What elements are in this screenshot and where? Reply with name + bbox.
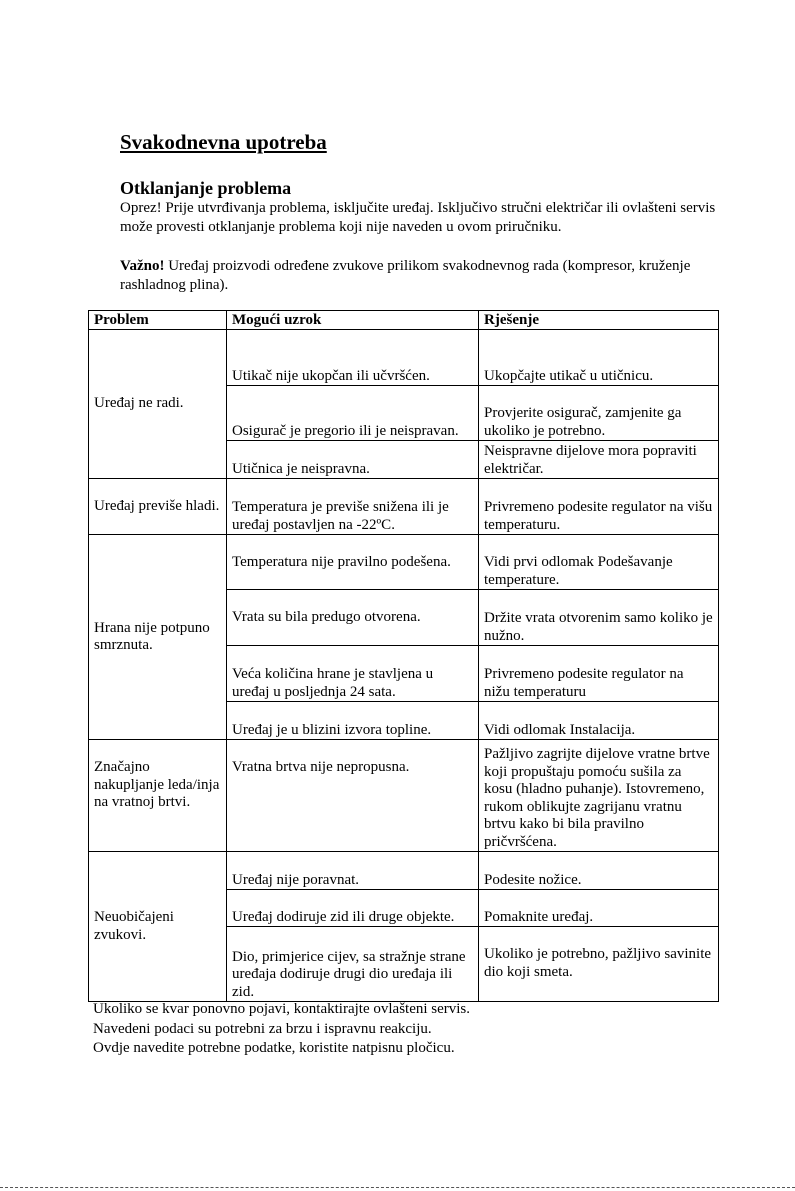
cause-cell: Vrata su bila predugo otvorena. — [227, 590, 479, 646]
solution-cell: Vidi odlomak Instalacija. — [479, 702, 719, 740]
problem-cell: Uređaj ne radi. — [89, 330, 227, 479]
cause-cell: Utikač nije ukopčan ili učvršćen. — [227, 330, 479, 386]
warning-paragraph: Oprez! Prije utvrđivanja problema, isključite uređaj. Isključivo stručni električar ili ovlašteni servis može provesti otklanjanje problema koji nije naveden u ovom priručniku. — [120, 200, 716, 235]
important-label: Važno! — [120, 258, 165, 274]
cause-cell: Veća količina hrane je stavljena u uređaj u posljednja 24 sata. — [227, 646, 479, 702]
solution-cell: Pažljivo zagrijte dijelove vratne brtve koji propuštaju pomoću sušila za kosu (hladno puhanje). Istovremeno, rukom oblikujte zagrijanu vratnu brtvu kako bi bila pravilno pričvršćena. — [479, 740, 719, 852]
solution-cell: Podesite nožice. — [479, 852, 719, 890]
solution-cell: Ukopčajte utikač u utičnicu. — [479, 330, 719, 386]
closing-line: Ukoliko se kvar ponovno pojavi, kontaktirajte ovlašteni servis. — [93, 1001, 471, 1017]
cause-cell: Vratna brtva nije nepropusna. — [227, 740, 479, 852]
header-cause: Mogući uzrok — [227, 311, 479, 330]
subtitle: Otklanjanje problema — [120, 178, 292, 198]
closing-line: Ovdje navedite potrebne podatke, koristite natpisnu pločicu. — [93, 1040, 455, 1056]
cause-cell: Uređaj je u blizini izvora topline. — [227, 702, 479, 740]
header-solution: Rješenje — [479, 311, 719, 330]
table-row — [89, 330, 719, 386]
troubleshooting-table — [88, 310, 719, 1002]
table-header-row — [89, 311, 719, 330]
problem-cell: Hrana nije potpuno smrznuta. — [89, 535, 227, 740]
cause-cell: Temperatura nije pravilno podešena. — [227, 535, 479, 590]
important-paragraph — [120, 257, 720, 295]
cause-cell: Dio, primjerice cijev, sa stražnje strane uređaja dodiruje drugi dio uređaja ili zid. — [227, 927, 479, 1002]
closing-notes — [93, 1000, 713, 1059]
table-row — [89, 740, 719, 852]
cause-cell: Utičnica je neispravna. — [227, 441, 479, 479]
table-row — [89, 479, 719, 535]
cause-cell: Uređaj nije poravnat. — [227, 852, 479, 890]
important-text: Uređaj proizvodi određene zvukove prilikom svakodnevnog rada (kompresor, kruženje rashladnog plina). — [120, 258, 691, 293]
section-title: Svakodnevna upotreba — [120, 130, 327, 154]
solution-cell: Vidi prvi odlomak Podešavanje temperature. — [479, 535, 719, 590]
page-bottom-rule — [0, 1187, 795, 1188]
solution-cell: Provjerite osigurač, zamjenite ga ukoliko je potrebno. — [479, 386, 719, 441]
solution-cell: Pomaknite uređaj. — [479, 890, 719, 927]
cause-cell: Temperatura je previše snižena ili je uređaj postavljen na -22ºC. — [227, 479, 479, 535]
header-problem: Problem — [89, 311, 227, 330]
problem-cell: Neuobičajeni zvukovi. — [89, 852, 227, 1002]
solution-cell: Držite vrata otvorenim samo koliko je nužno. — [479, 590, 719, 646]
problem-cell: Uređaj previše hladi. — [89, 479, 227, 535]
solution-cell: Ukoliko je potrebno, pažljivo savinite dio koji smeta. — [479, 927, 719, 1002]
closing-line: Navedeni podaci su potrebni za brzu i ispravnu reakciju. — [93, 1020, 432, 1037]
cause-cell: Osigurač je pregorio ili je neispravan. — [227, 386, 479, 441]
solution-cell: Privremeno podesite regulator na višu temperaturu. — [479, 479, 719, 535]
solution-cell: Privremeno podesite regulator na nižu temperaturu — [479, 646, 719, 702]
problem-cell: Značajno nakupljanje leda/inja na vratnoj brtvi. — [89, 740, 227, 852]
solution-cell: Neispravne dijelove mora popraviti električar. — [479, 441, 719, 479]
table-row — [89, 852, 719, 890]
table-row — [89, 535, 719, 590]
cause-cell: Uređaj dodiruje zid ili druge objekte. — [227, 890, 479, 927]
